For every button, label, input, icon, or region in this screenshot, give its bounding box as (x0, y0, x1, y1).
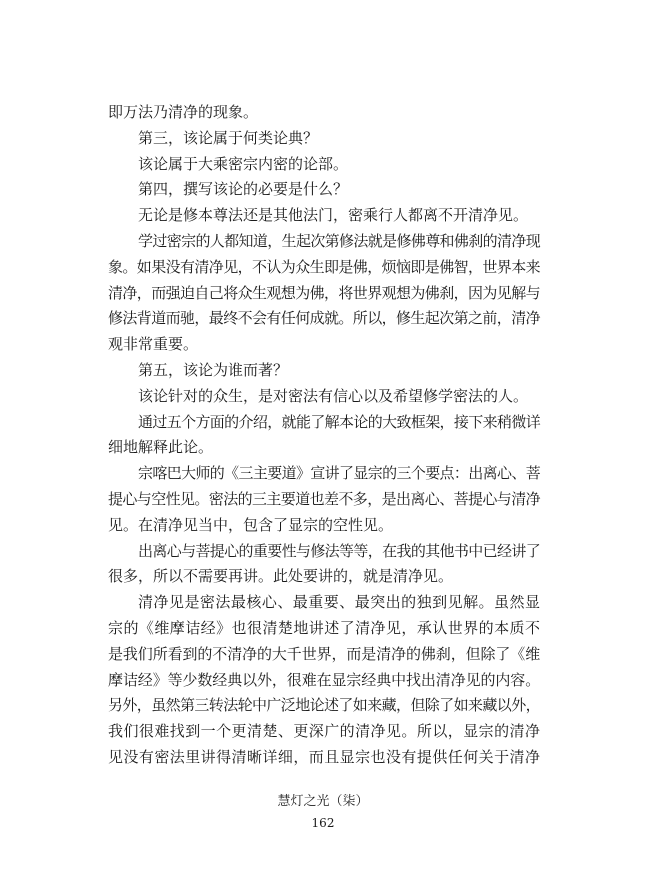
text-line: 清净见是密法最核心、最重要、最突出的独到见解。虽然显 (138, 593, 540, 612)
text-line: 无论是修本尊法还是其他法门，密乘行人都离不开清净见。 (138, 206, 529, 225)
text-line: 细地解释此论。 (108, 438, 214, 457)
body-text (108, 100, 540, 771)
text-line: 修法背道而驰，最终不会有任何成就。所以，修生起次第之前，清净 (108, 309, 541, 328)
text-line: 该论针对的众生，是对密法有信心以及希望修学密法的人。 (138, 386, 529, 405)
text-line: 是我们所看到的不清净的大千世界，而是清净的佛刹，但除了《维 (108, 644, 541, 663)
text-line: 学过密宗的人都知道，生起次第修法就是修佛尊和佛刹的清净现 (138, 231, 541, 250)
text-line: 清净，而强迫自己将众生观想为佛，将世界观想为佛刹，因为见解与 (108, 283, 541, 302)
text-line: 通过五个方面的介绍，就能了解本论的大致框架，接下来稍微详 (138, 412, 541, 431)
text-line: 见没有密法里讲得清晰详细，而且显宗也没有提供任何关于清净 (108, 747, 540, 766)
text-line: 第三，该论属于何类论典？ (138, 128, 319, 147)
text-line: 宗的《维摩诘经》也很清楚地讲述了清净见，承认世界的本质不 (108, 618, 540, 637)
text-line: 观非常重要。 (108, 335, 199, 354)
text-line: 我们很难找到一个更清楚、更深广的清净见。所以，显宗的清净 (108, 722, 540, 741)
text-line: 即万法乃清净的现象。 (108, 103, 259, 121)
text-line: 象。如果没有清净见，不认为众生即是佛，烦恼即是佛智，世界本来 (108, 257, 541, 276)
text-line: 宗喀巴大师的《三主要道》宣讲了显宗的三个要点：出离心、菩 (138, 464, 541, 483)
footer-page-number: 162 (311, 816, 335, 830)
text-line: 摩诘经》等少数经典以外，很难在显宗经典中找出清净见的内容。 (108, 670, 541, 689)
text-line: 出离心与菩提心的重要性与修法等等，在我的其他书中已经讲了 (138, 541, 541, 560)
footer-book-title: 慧灯之光（柒） (277, 794, 369, 809)
text-line: 第四，撰写该论的必要是什么？ (138, 180, 349, 199)
text-line: 提心与空性见。密法的三主要道也差不多，是出离心、菩提心与清净 (108, 489, 541, 508)
text-line: 另外，虽然第三转法轮中广泛地论述了如来藏，但除了如来藏以外， (108, 696, 541, 715)
text-line: 见。在清净见当中，包含了显宗的空性见。 (108, 515, 394, 534)
text-line: 第五，该论为谁而著？ (138, 360, 289, 379)
text-line: 该论属于大乘密宗内密的论部。 (138, 154, 349, 173)
text-line: 很多，所以不需要再讲。此处要讲的，就是清净见。 (108, 567, 454, 586)
